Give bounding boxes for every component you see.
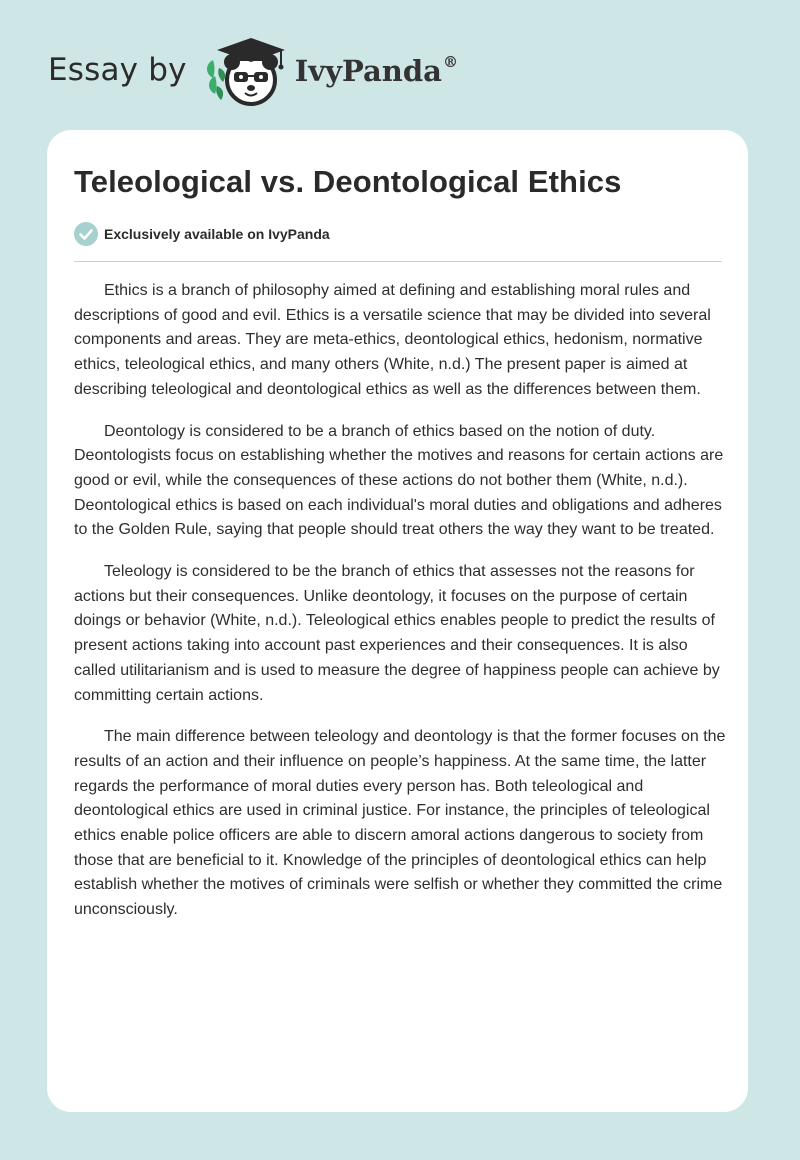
panda-graduate-icon[interactable] — [201, 30, 291, 110]
essay-card — [47, 130, 748, 1112]
exclusive-badge — [74, 222, 330, 246]
title-divider — [74, 261, 722, 262]
check-circle-icon — [74, 222, 98, 246]
paragraph: Deontology is considered to be a branch of ethics based on the notion of duty. Deontologists focus on establishing whether the motives and reasons for certain actions are good or evil, while the consequences of these actions do not bother them (White, n.d.). Deontological ethics is based on each individual's moral duties and obligations and adheres to the Golden Rule, saying that people should treat others the way they want to be treated. — [74, 422, 724, 539]
essay-body — [74, 279, 726, 940]
paragraph: The main difference between teleology and deontology is that the former focuses on the results of an action and their influence on people’s happiness. At the same time, the latter regards the performance of moral duties every person has. Both teleological and deontological ethics are used in criminal justice. For instance, the principles of teleological ethics enable police officers are able to discern amoral actions dangerous to society from those that are beneficial to it. Knowledge of the principles of deontological ethics can help establish whether the motives of criminals were selfish or whether they committed the crime unconsciously. — [74, 728, 726, 919]
brand-logo-text[interactable]: IvyPanda® — [294, 52, 458, 88]
exclusive-badge-label: Exclusively available on IvyPanda — [104, 226, 330, 242]
paragraph: Ethics is a branch of philosophy aimed at defining and establishing moral rules and descriptions of good and evil. Ethics is a versatile science that may be divided into several components and areas. They are meta-ethics, deontological ethics, hedonism, normative ethics, teleological ethics, and many others (White, n.d.) The present paper is aimed at describing teleological and deontological ethics as well as the differences between them. — [74, 282, 711, 398]
paragraph: Teleology is considered to be the branch of ethics that assesses not the reasons for actions but their consequences. Unlike deontology, it focuses on the purpose of certain doings or behavior (White, n.d.). Teleological ethics enables people to predict the results of present actions taking into account past experiences and their consequences. It is also called utilitarianism and is used to measure the degree of happiness people can achieve by committing certain actions. — [74, 563, 720, 704]
essay-by-label: Essay by — [48, 52, 187, 88]
page-title: Teleological vs. Deontological Ethics — [74, 164, 622, 199]
site-header — [48, 30, 458, 110]
